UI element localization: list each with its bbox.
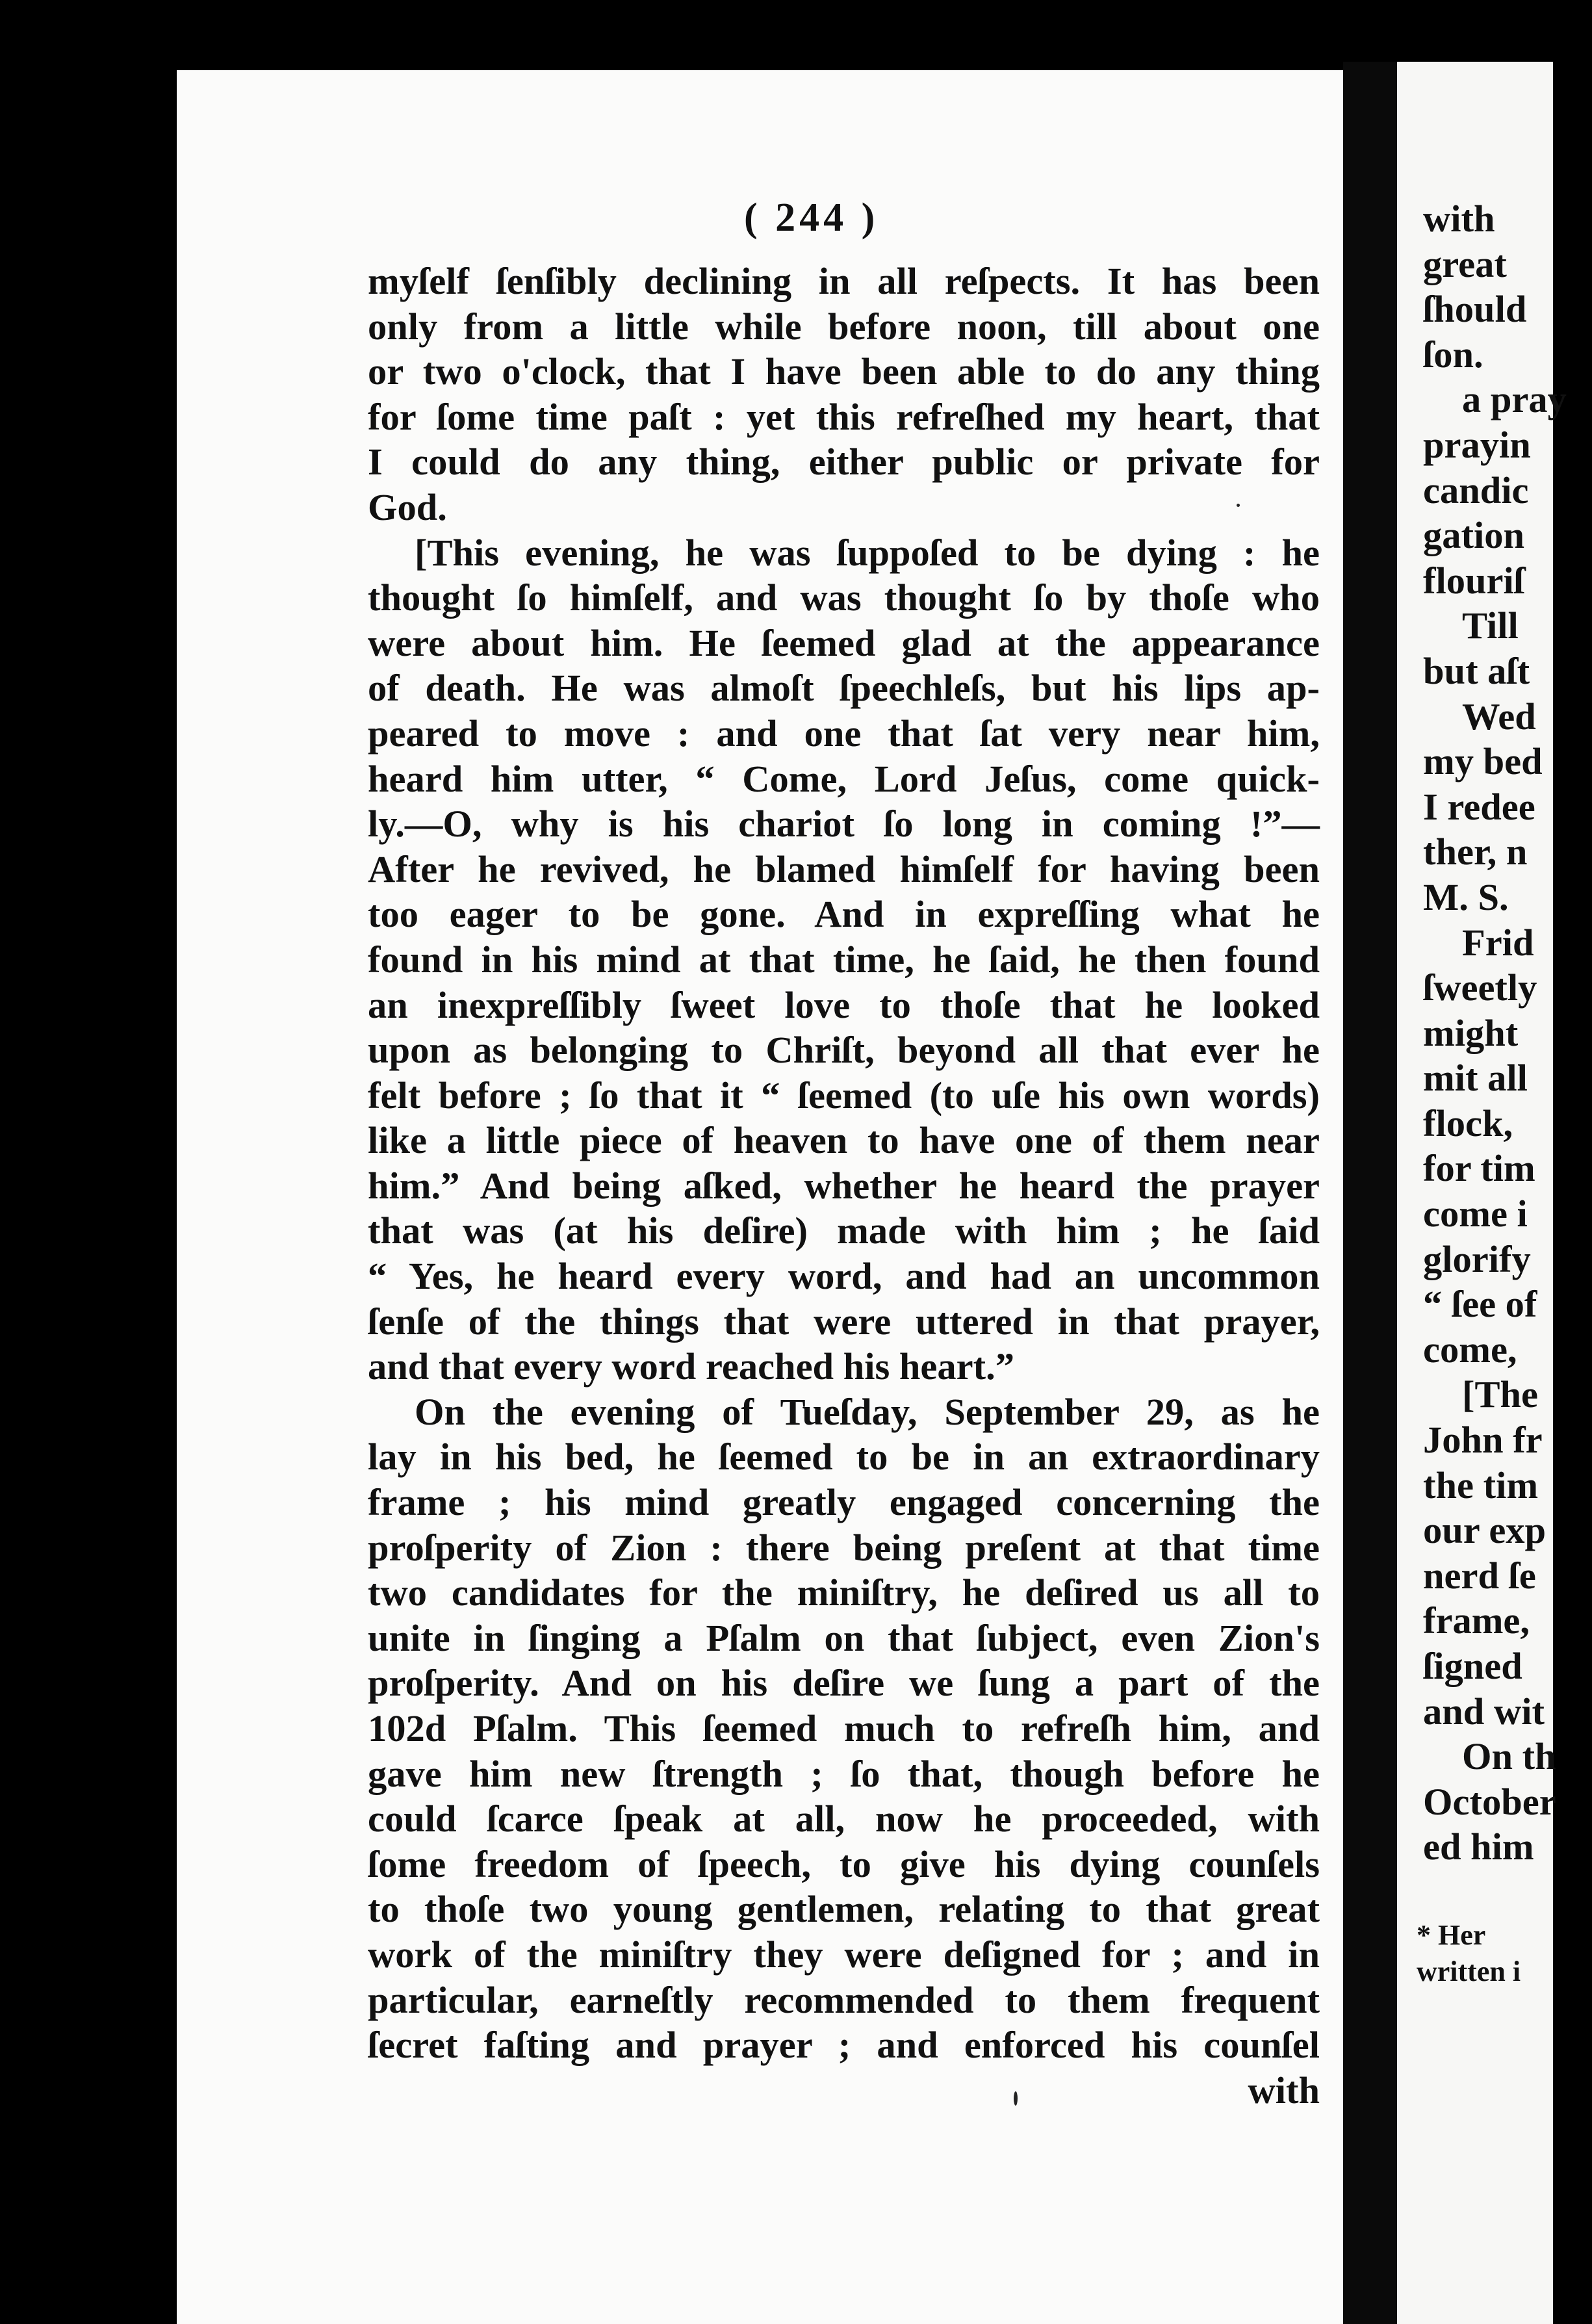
- text-line: myſelf ſenſibly declining in all reſpects. It has been: [368, 260, 1320, 302]
- right-page-line: ſon.: [1423, 333, 1483, 376]
- text-line: proſperity. And on his deſire we ſung a part of the: [368, 1662, 1320, 1705]
- right-page-line: my bed: [1423, 740, 1543, 783]
- right-page-line: M. S.: [1423, 875, 1509, 918]
- right-page-line: but aſt: [1423, 649, 1530, 692]
- text-line: upon as belonging to Chriſt, beyond all that ever he: [368, 1029, 1320, 1072]
- right-page-line: ed him: [1423, 1826, 1534, 1868]
- text-line: like a little piece of heaven to have one of them near: [368, 1119, 1320, 1162]
- right-page-line: prayin: [1423, 423, 1531, 466]
- footnote-line: written i: [1417, 1956, 1521, 1987]
- text-line: or two o'clock, that I have been able to do any thing: [368, 350, 1320, 393]
- text-line: peared to move : and one that ſat very near him,: [368, 712, 1320, 755]
- text-line: “ Yes, he heard every word, and had an uncommon: [368, 1255, 1320, 1298]
- right-page-line: Till: [1462, 604, 1519, 647]
- right-page-line: a pray: [1462, 378, 1567, 421]
- right-page-line: ſigned: [1423, 1645, 1522, 1687]
- text-line: 102d Pſalm. This ſeemed much to refreſh him, and: [368, 1707, 1320, 1749]
- text-line: lay in his bed, he ſeemed to be in an extraordinary: [368, 1436, 1320, 1478]
- text-line: frame ; his mind greatly engaged concerning the: [368, 1481, 1320, 1524]
- text-line: found in his mind at that time, he ſaid, he then found: [368, 938, 1320, 981]
- page-number: ( 244 ): [744, 196, 879, 240]
- right-page-line: ſweetly: [1423, 966, 1537, 1009]
- text-line: On the evening of Tueſday, September 29, as he: [415, 1390, 1320, 1433]
- text-line: ſecret faſting and prayer ; and enforced his counſel: [368, 2024, 1320, 2067]
- right-page-line: for tim: [1423, 1147, 1535, 1190]
- text-line: ly.—O, why is his chariot ſo long in coming !”—: [368, 803, 1320, 846]
- right-page-line: flock,: [1423, 1102, 1513, 1144]
- text-line: ſome freedom of ſpeech, to give his dying counſels: [368, 1842, 1320, 1885]
- text-line: with: [1248, 2069, 1320, 2111]
- right-page-line: ther, n: [1423, 831, 1528, 873]
- right-page-line: “ ſee of: [1423, 1283, 1537, 1326]
- text-line: gave him new ſtrength ; ſo that, though before he: [368, 1752, 1320, 1795]
- right-page-footnote: [1417, 1917, 1521, 1990]
- text-line: two candidates for the miniſtry, he deſired us all to: [368, 1571, 1320, 1614]
- main-text-block: [368, 259, 1320, 2113]
- text-line: to thoſe two young gentlemen, relating to that great: [368, 1888, 1320, 1931]
- right-page-line: come i: [1423, 1193, 1528, 1235]
- text-line: could ſcarce ſpeak at all, now he proceeded, with: [368, 1798, 1320, 1840]
- right-page-line: frame,: [1423, 1599, 1530, 1642]
- text-line: only from a little while before noon, till about one: [368, 305, 1320, 348]
- text-line: After he revived, he blamed himſelf for having been: [368, 847, 1320, 890]
- text-line: that was (at his deſire) made with him ; he ſaid: [368, 1209, 1320, 1252]
- text-line: thought ſo himſelf, and was thought ſo by thoſe who: [368, 576, 1320, 619]
- right-page-line: nerd ſe: [1423, 1554, 1536, 1597]
- right-page-line: On th: [1462, 1735, 1556, 1778]
- footnote-line: * Her: [1417, 1919, 1486, 1951]
- print-speck: [1237, 504, 1240, 507]
- right-page-line: Frid: [1462, 921, 1534, 964]
- right-page-line: flouriſ: [1423, 559, 1524, 602]
- text-line: particular, earneſtly recommended to them frequent: [368, 1978, 1320, 2021]
- right-page-line: great: [1423, 242, 1507, 285]
- text-line: I could do any thing, either public or private for: [368, 441, 1320, 484]
- right-page-line: gation: [1423, 514, 1525, 557]
- book-gutter: [1343, 62, 1397, 2324]
- right-page-line: I redee: [1423, 785, 1535, 828]
- right-page-line: the tim: [1423, 1464, 1539, 1506]
- right-page-line: Wed: [1462, 695, 1536, 738]
- text-line: unite in ſinging a Pſalm on that ſubject, even Zion's: [368, 1616, 1320, 1659]
- print-speck: [1014, 2091, 1018, 2106]
- right-page-line: ſhould: [1423, 288, 1527, 331]
- right-page-line: John fr: [1423, 1419, 1543, 1462]
- text-line: for ſome time paſt : yet this refreſhed my heart, that: [368, 395, 1320, 438]
- right-page-line: mit all: [1423, 1057, 1528, 1100]
- right-page-line: glorify: [1423, 1237, 1531, 1280]
- right-page-text-block: [1423, 196, 1592, 1870]
- text-line: proſperity of Zion : there being preſent at that time: [368, 1526, 1320, 1569]
- right-page-line: with: [1423, 198, 1495, 240]
- text-line: [This evening, he was ſuppoſed to be dying : he: [415, 531, 1320, 574]
- text-line: of death. He was almoſt ſpeechleſs, but his lips ap-: [368, 667, 1320, 710]
- text-line: heard him utter, “ Come, Lord Jeſus, come quick-: [368, 757, 1320, 800]
- right-page-line: [The: [1462, 1373, 1538, 1416]
- text-line: him.” And being aſked, whether he heard the prayer: [368, 1164, 1320, 1207]
- right-page-line: might: [1423, 1011, 1519, 1054]
- text-line: and that every word reached his heart.”: [368, 1345, 1014, 1388]
- text-line: God.: [368, 485, 447, 528]
- text-line: ſenſe of the things that were uttered in that prayer,: [368, 1300, 1320, 1343]
- right-page-line: our exp: [1423, 1509, 1547, 1552]
- right-page-line: candic: [1423, 469, 1529, 511]
- right-page-line: come,: [1423, 1328, 1517, 1371]
- right-page-line: October: [1423, 1780, 1556, 1823]
- text-line: work of the miniſtry they were deſigned for ; and in: [368, 1933, 1320, 1976]
- text-line: felt before ; ſo that it “ ſeemed (to uſe his own words): [368, 1074, 1320, 1117]
- text-line: an inexpreſſibly ſweet love to thoſe that he looked: [368, 983, 1320, 1026]
- text-line: too eager to be gone. And in expreſſing what he: [368, 893, 1320, 936]
- right-page-line: and wit: [1423, 1690, 1545, 1733]
- text-line: were about him. He ſeemed glad at the appearance: [368, 621, 1320, 664]
